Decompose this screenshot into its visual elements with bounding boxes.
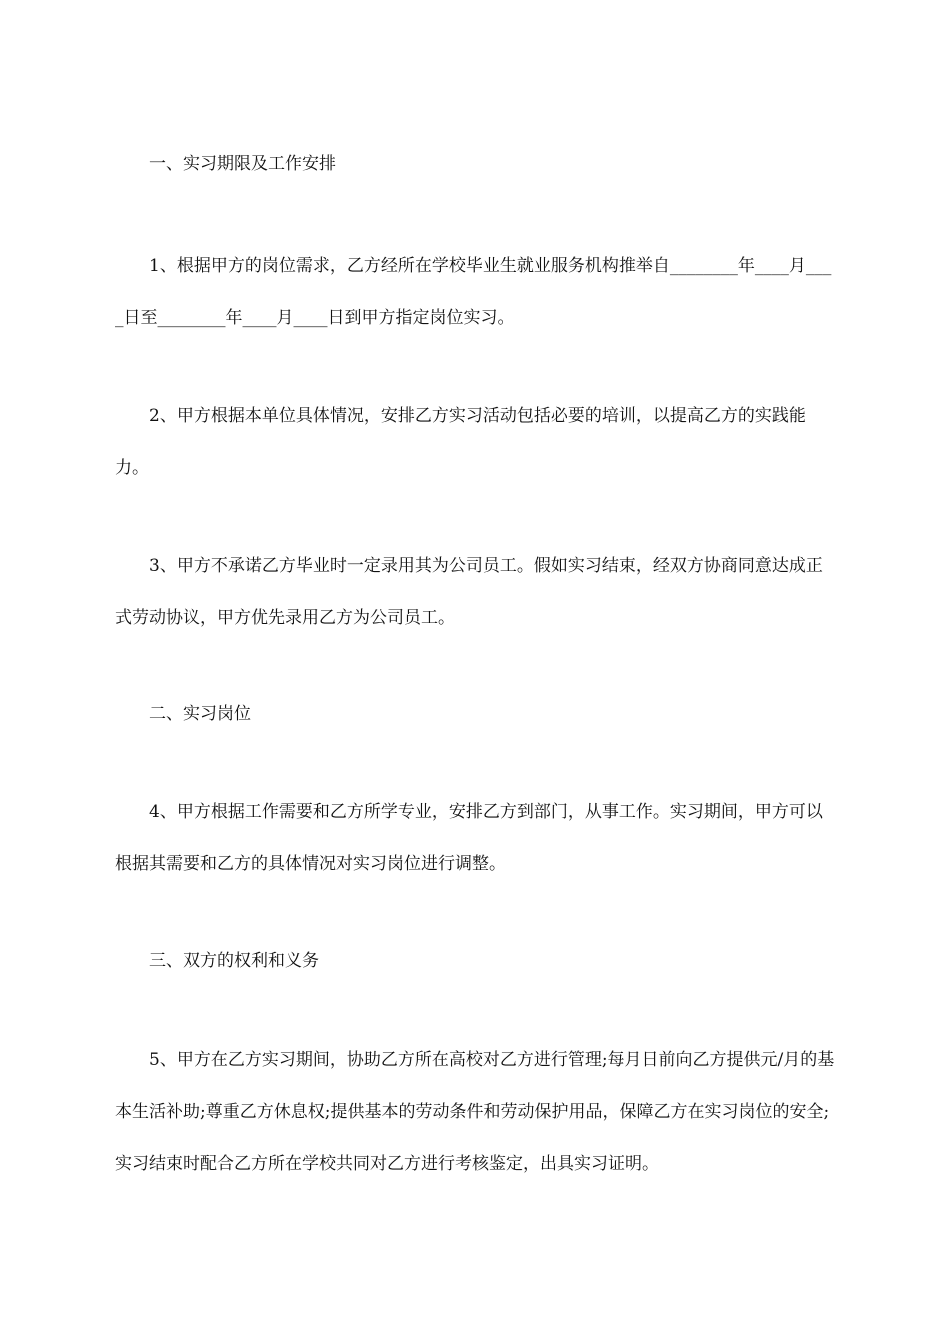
section-heading-1: 一、实习期限及工作安排 (149, 154, 336, 174)
section-heading-3: 三、双方的权利和义务 (149, 951, 319, 971)
paragraph-4: 4、甲方根据工作需要和乙方所学专业，安排乙方到部门，从事工作。实习期间，甲方可以根据其需要和乙方的具体情况对实习岗位进行调整。 (115, 802, 823, 874)
section-heading-2: 二、实习岗位 (149, 704, 251, 724)
paragraph-2: 2、甲方根据本单位具体情况，安排乙方实习活动包括必要的培训，以提高乙方的实践能力。 (115, 406, 806, 478)
paragraph-1: 1、根据甲方的岗位需求，乙方经所在学校毕业生就业服务机构推举自________年____月____日至________年____月____日到甲方指定岗位实习。 (115, 256, 832, 328)
paragraph-3: 3、甲方不承诺乙方毕业时一定录用其为公司员工。假如实习结束，经双方协商同意达成正式劳动协议，甲方优先录用乙方为公司员工。 (115, 556, 823, 628)
paragraph-5: 5、甲方在乙方实习期间，协助乙方所在高校对乙方进行管理;每月日前向乙方提供元/月的基本生活补助;尊重乙方休息权;提供基本的劳动条件和劳动保护用品，保障乙方在实习岗位的安全;实习结束时配合乙方所在学校共同对乙方进行考核鉴定，出具实习证明。 (115, 1050, 835, 1174)
